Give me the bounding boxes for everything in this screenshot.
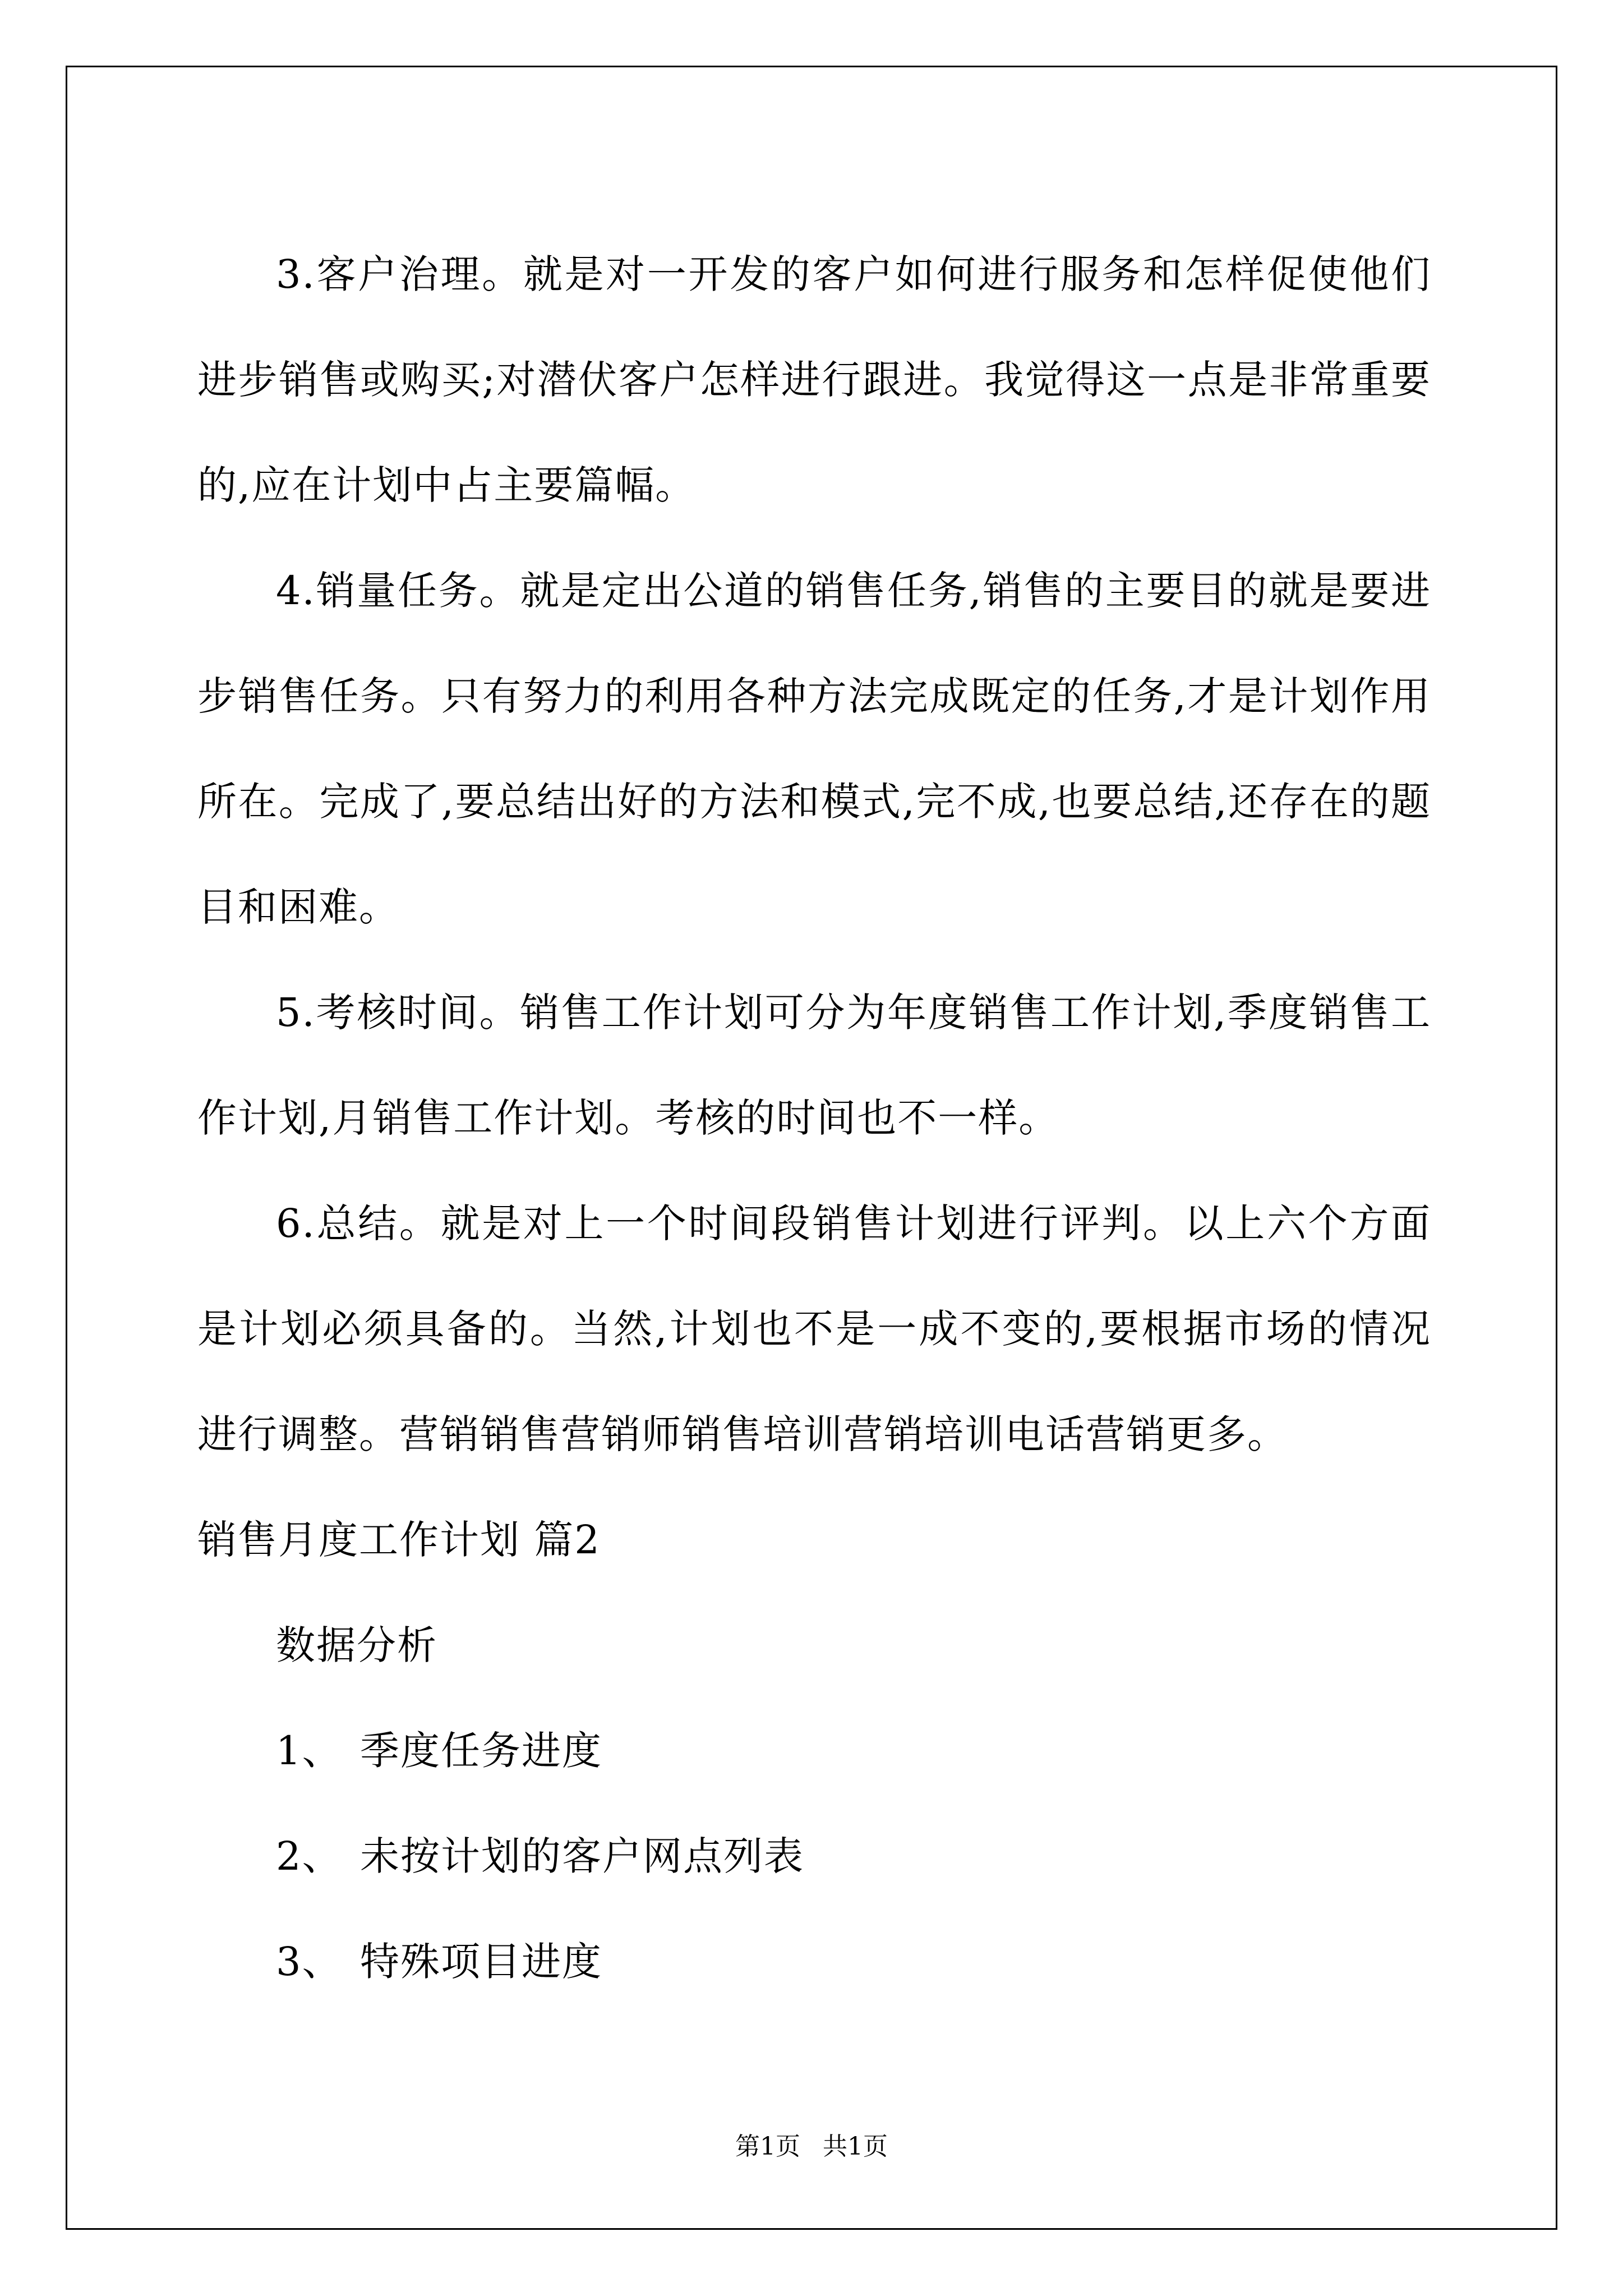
page-number: 第1页 [735,2132,800,2161]
paragraph-summary: 6.总结。就是对上一个时间段销售计划进行评判。以上六个方面是计划必须具备的。当然,计划也不是一成不变的,要根据市场的情况进行调整。营销销售营销师销售培训营销培训电话营销更多。 [197,1200,1431,1457]
list-item-text: 特殊项目进度 [360,1939,602,1985]
page-total: 共1页 [823,2132,888,2161]
list-item-number: 1、 [276,1728,343,1774]
paragraph-assessment-time: 5.考核时间。销售工作计划可分为年度销售工作计划,季度销售工作计划,月销售工作计划。考核的时间也不一样。 [197,990,1431,1141]
subheading-data-analysis [197,1593,1431,1698]
list-item-text: 季度任务进度 [360,1728,602,1774]
subheading-text: 数据分析 [276,1622,437,1668]
document-body [197,222,1431,2014]
page-footer [0,2126,1623,2162]
section-heading: 销售月度工作计划 篇2 [197,1517,601,1563]
list-item-number: 3、 [276,1939,343,1985]
list-item [197,1803,1431,1909]
list-item [197,1909,1431,2014]
paragraph-sales-target: 4.销量任务。就是定出公道的销售任务,销售的主要目的就是要进步销售任务。只有努力的利用各种方法完成既定的任务,才是计划作用所在。完成了,要总结出好的方法和模式,完不成,也要总结,还存在的题目和困难。 [197,568,1431,930]
list-item-number: 2、 [276,1833,343,1879]
list-item-text: 未按计划的客户网点列表 [360,1833,804,1879]
paragraph-customer-management: 3.客户治理。就是对一开发的客户如何进行服务和怎样促使他们进步销售或购买;对潜伏客户怎样进行跟进。我觉得这一点是非常重要的,应在计划中占主要篇幅。 [197,251,1431,508]
list-item [197,1698,1431,1803]
